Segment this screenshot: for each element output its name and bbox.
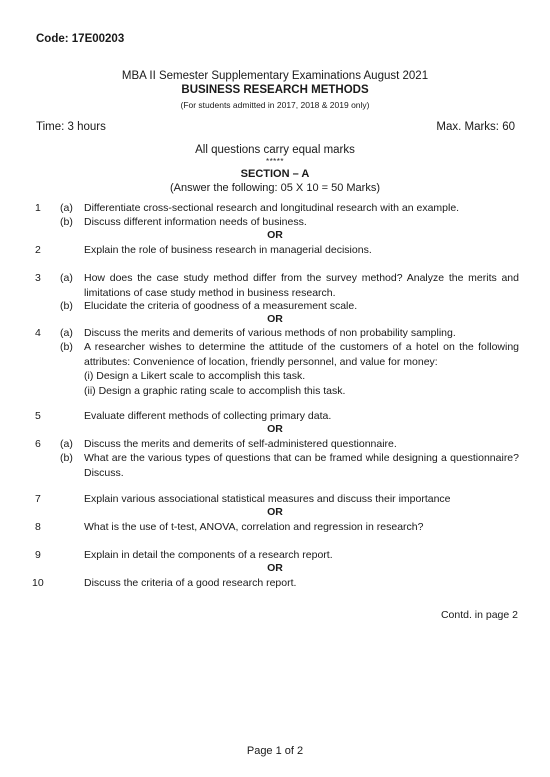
question-4b-ii: (ii) Design a graphic rating scale to accomplish this task.	[84, 384, 346, 397]
part-label: (b)	[60, 452, 73, 464]
question-text: Differentiate cross-sectional research and longitudinal research with an example.	[84, 202, 460, 214]
or-divider: OR	[267, 313, 283, 325]
question-text	[84, 340, 519, 398]
part-label: (a)	[60, 272, 73, 284]
question-text: Discuss the merits and demerits of self-administered questionnaire.	[84, 438, 397, 450]
answer-instruction: (Answer the following: 05 X 10 = 50 Marks)	[169, 182, 380, 194]
part-label: (b)	[60, 341, 73, 353]
question-text: Evaluate different methods of collecting primary data.	[84, 410, 332, 422]
question-number: 9	[35, 549, 41, 561]
exam-title: MBA II Semester Supplementary Examinations August 2021	[121, 70, 429, 82]
equal-marks-note: All questions carry equal marks	[195, 144, 355, 156]
question-text: Explain in detail the components of a research report.	[84, 549, 333, 561]
admission-note: (For students admitted in 2017, 2018 & 2019 only)	[180, 100, 370, 110]
page-number: Page 1 of 2	[246, 745, 304, 757]
or-divider: OR	[267, 506, 283, 518]
question-number: 3	[35, 272, 41, 284]
continued-note: Contd. in page 2	[440, 609, 518, 621]
question-4b-stem: A researcher wishes to determine the attitude of the customers of a hotel on the following attributes: Convenience of location, friendly personnel, and value for money:	[84, 341, 519, 368]
question-text: Discuss different information needs of business.	[84, 216, 307, 228]
question-number: 10	[32, 577, 44, 589]
time-limit: Time: 3 hours	[36, 121, 106, 133]
section-heading: SECTION – A	[240, 168, 310, 180]
question-number: 1	[35, 202, 41, 214]
question-text: Elucidate the criteria of goodness of a measurement scale.	[84, 300, 358, 312]
part-label: (a)	[60, 438, 73, 450]
or-divider: OR	[267, 562, 283, 574]
question-4b-i: (i) Design a Likert scale to accomplish this task.	[84, 370, 306, 383]
question-text: Explain various associational statistical measures and discuss their importance	[84, 493, 451, 505]
max-marks: Max. Marks: 60	[436, 121, 515, 133]
question-number: 5	[35, 410, 41, 422]
part-label: (a)	[60, 202, 73, 214]
question-number: 7	[35, 493, 41, 505]
question-number: 6	[35, 438, 41, 450]
question-text: Discuss the criteria of a good research report.	[84, 577, 297, 589]
part-label: (a)	[60, 327, 73, 339]
part-label: (b)	[60, 300, 73, 312]
question-number: 8	[35, 521, 41, 533]
question-text: What is the use of t-test, ANOVA, correlation and regression in research?	[84, 521, 424, 533]
stars-divider: *****	[265, 157, 285, 166]
question-text: What are the various types of questions that can be framed while designing a questionnaire? Discuss.	[84, 452, 519, 479]
subject-title: BUSINESS RESEARCH METHODS	[181, 84, 369, 96]
question-number: 4	[35, 327, 41, 339]
question-text: How does the case study method differ from the survey method? Analyze the merits and limitations of case study method in business research.	[84, 272, 519, 299]
question-text: Discuss the merits and demerits of various methods of non probability sampling.	[84, 327, 456, 339]
or-divider: OR	[267, 423, 283, 435]
part-label: (b)	[60, 216, 73, 228]
exam-code: Code: 17E00203	[36, 33, 125, 45]
question-number: 2	[35, 244, 41, 256]
or-divider: OR	[267, 229, 283, 241]
question-text: Explain the role of business research in managerial decisions.	[84, 244, 372, 256]
